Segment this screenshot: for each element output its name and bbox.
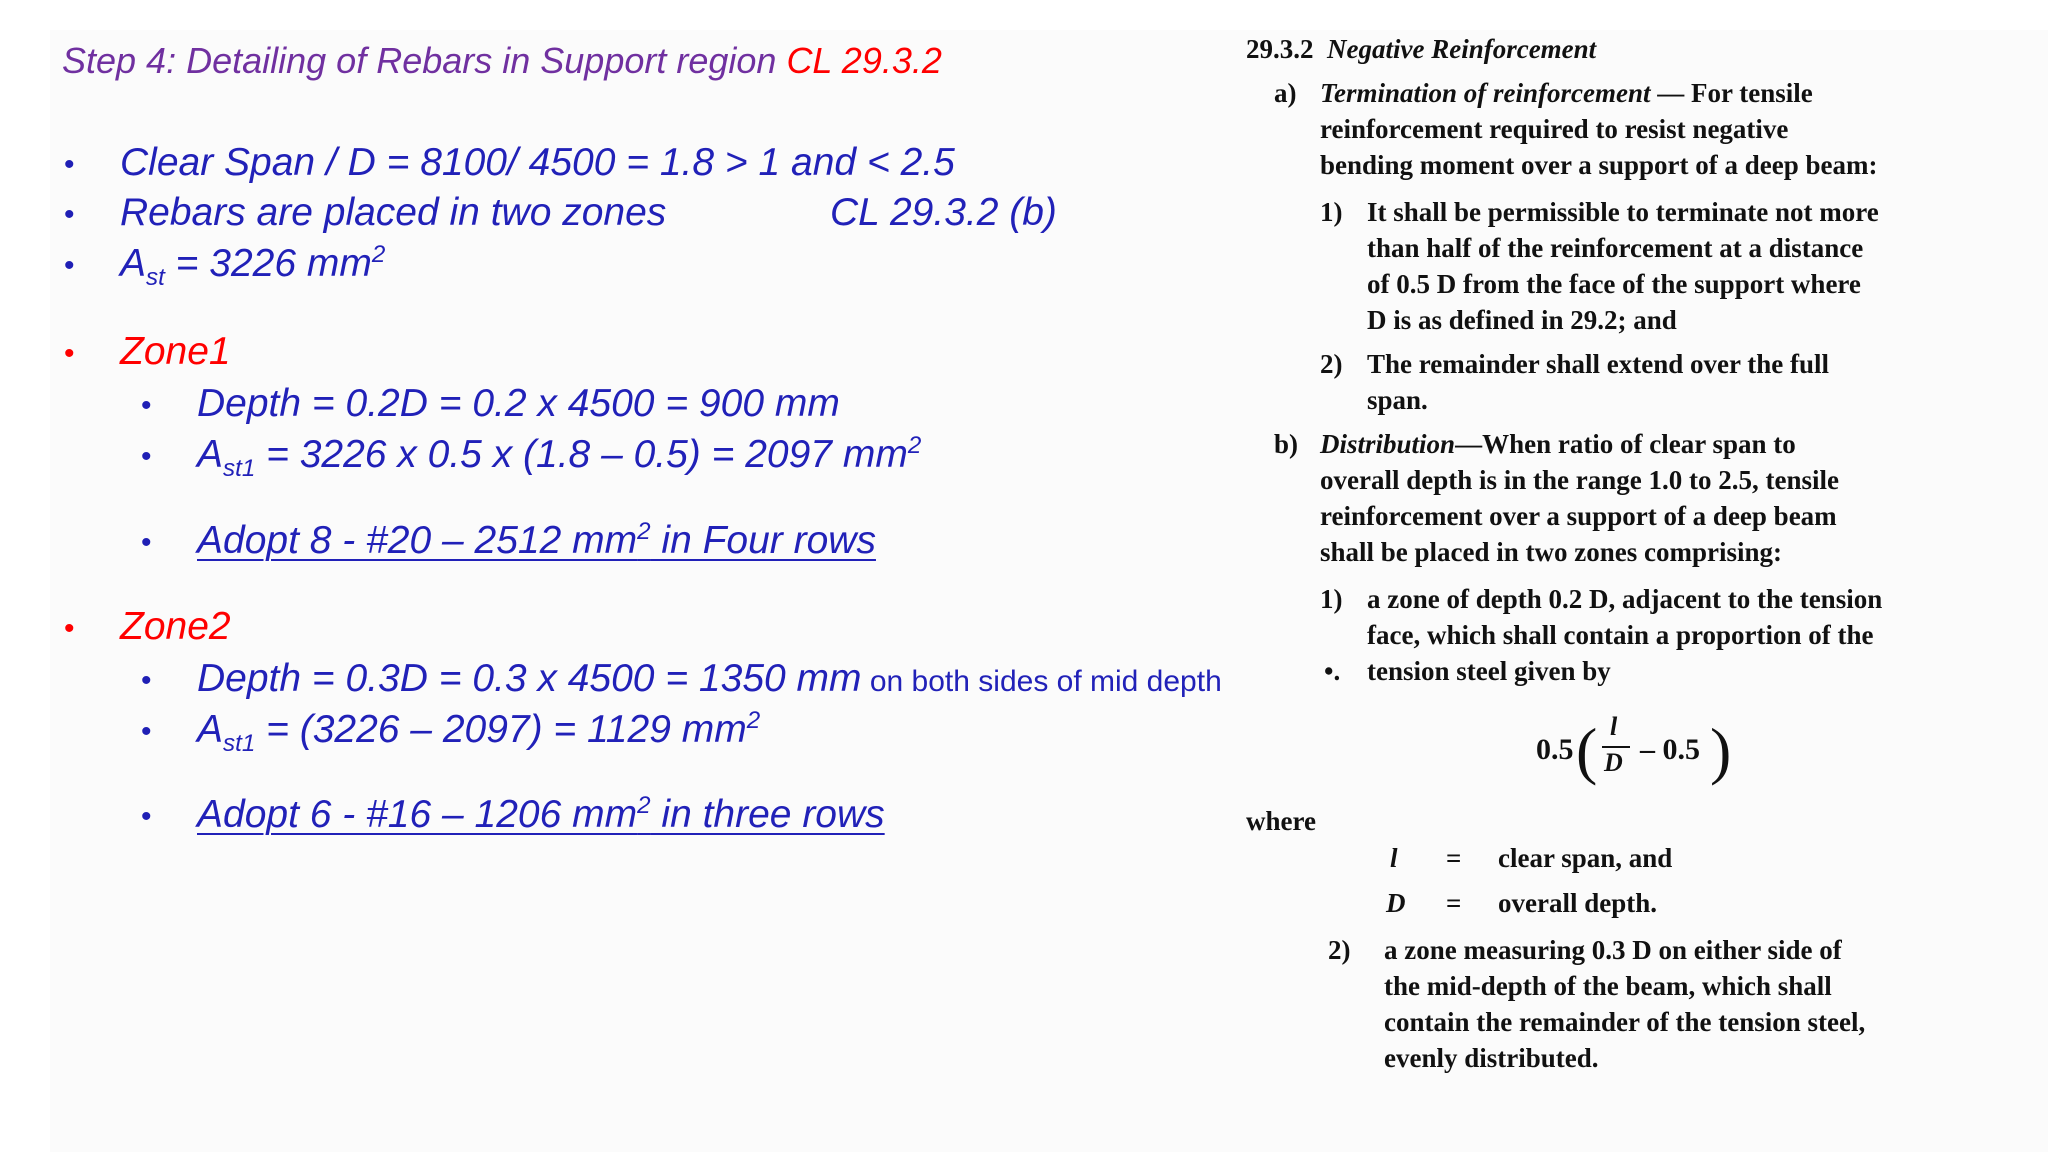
clause-b1-line: face, which shall contain a proportion of the [1367, 620, 1874, 650]
definition-text: clear span, and [1498, 843, 1673, 873]
clause-b-line: Distribution—When ratio of clear span to [1320, 429, 1796, 459]
definition-equals: = [1446, 843, 1462, 873]
bullet-dot: • [141, 800, 152, 833]
clause-heading: 29.3.2 Negative Reinforcement [1246, 34, 1597, 64]
zone2-adopt: Adopt 6 - #16 – 1206 $mm^2$ in three rows [197, 792, 885, 836]
bullet-dot: • [141, 715, 152, 748]
clause-a2-number: 2) [1320, 349, 1343, 379]
clause-a1-line: than half of the reinforcement at a distance [1367, 233, 1864, 263]
two-zones-statement: Rebars are placed in two zones [120, 191, 667, 234]
bullet-dot: • [141, 526, 152, 559]
total-ast: $A_{st} = 3226$ $mm^2$ [120, 241, 386, 291]
code-clause-excerpt [1240, 26, 1900, 1086]
clause-b-line: reinforcement over a support of a deep beam [1320, 501, 1837, 531]
zone1-adopt: Adopt 8 - #20 – 2512 $mm^2$ in Four rows [197, 518, 876, 562]
zone1-depth: Depth = 0.2D = 0.2 x 4500 = 900 mm [197, 382, 840, 425]
definition-symbol: l [1390, 843, 1398, 873]
formula-denominator: D [1604, 748, 1623, 777]
bullet-dot: • [64, 148, 75, 181]
clause-a-label: a) [1274, 78, 1297, 108]
zone2-depth: Depth = 0.3D = 0.3 x 4500 = 1350 mm on both sides of mid depth [197, 657, 1222, 700]
clause-b2-line: a zone measuring 0.3 D on either side of [1384, 935, 1842, 965]
slide-title [62, 40, 942, 82]
title-text: Step 4: Detailing of Rebars in Support region [62, 40, 787, 81]
title-clause-ref: CL 29.3.2 [786, 40, 942, 81]
bullet-dot: • [64, 337, 75, 370]
where-label: where [1246, 806, 1316, 836]
clause-b1-line: tension steel given by [1367, 656, 1611, 686]
clause-b-line: shall be placed in two zones comprising: [1320, 537, 1783, 567]
clause-a2-line: The remainder shall extend over the full [1367, 349, 1829, 379]
clause-b-label: b) [1274, 429, 1299, 459]
definition-text: overall depth. [1498, 888, 1657, 918]
zone2-ast: $A_{st1} = (3226 - 2097) = 1129$ $mm^2$ [197, 707, 761, 757]
clause-a1-number: 1) [1320, 197, 1343, 227]
zone1-ast: $A_{st1} = 3226$ x 0.5 x (1.8 – 0.5) = 2097 $mm^2$ [197, 432, 922, 482]
formula-numerator: l [1610, 712, 1618, 741]
bullet-dot: • [64, 612, 75, 645]
two-zones-clause-ref: CL 29.3.2 (b) [830, 191, 1057, 234]
clause-a-line: bending moment over a support of a deep beam: [1320, 150, 1878, 180]
clause-b2-line: evenly distributed. [1384, 1043, 1599, 1073]
clause-a1-line: It shall be permissible to terminate not more [1367, 197, 1879, 227]
clause-a1-line: D is as defined in 29.2; and [1367, 305, 1677, 335]
clause-b-line: overall depth is in the range 1.0 to 2.5, tensile [1320, 465, 1839, 495]
clause-b2-line: contain the remainder of the tension steel, [1384, 1007, 1866, 1037]
clause-b2-line: the mid-depth of the beam, which shall [1384, 971, 1832, 1001]
formula-paren-left: ( [1576, 715, 1598, 786]
clause-a1-line: of 0.5 D from the face of the support where [1367, 269, 1861, 299]
scan-mark: •. [1324, 656, 1341, 686]
bullet-dot: • [141, 440, 152, 473]
formula-coefficient: 0.5 [1536, 733, 1574, 766]
bullet-dot: • [141, 389, 152, 422]
bullet-dot: • [64, 249, 75, 282]
bullet-dot: • [141, 664, 152, 697]
definition-symbol: D [1386, 888, 1406, 918]
bullet-dot: • [64, 198, 75, 231]
clause-b1-number: 1) [1320, 584, 1343, 614]
clause-a-line: reinforcement required to resist negative [1320, 114, 1789, 144]
clause-a-line: Termination of reinforcement — For tensile [1320, 78, 1813, 108]
zone1-heading: Zone1 [120, 330, 231, 373]
clause-b1-line: a zone of depth 0.2 D, adjacent to the tension [1367, 584, 1883, 614]
clause-a2-line: span. [1367, 385, 1428, 415]
clause-b2-number: 2) [1328, 935, 1351, 965]
formula-paren-right: ) [1710, 715, 1732, 786]
clear-span-ratio: Clear Span / D = 8100/ 4500 = 1.8 > 1 and < 2.5 [120, 141, 955, 184]
definition-equals: = [1446, 888, 1462, 918]
formula-tail: – 0.5 [1640, 733, 1700, 766]
zone2-heading: Zone2 [120, 605, 231, 648]
